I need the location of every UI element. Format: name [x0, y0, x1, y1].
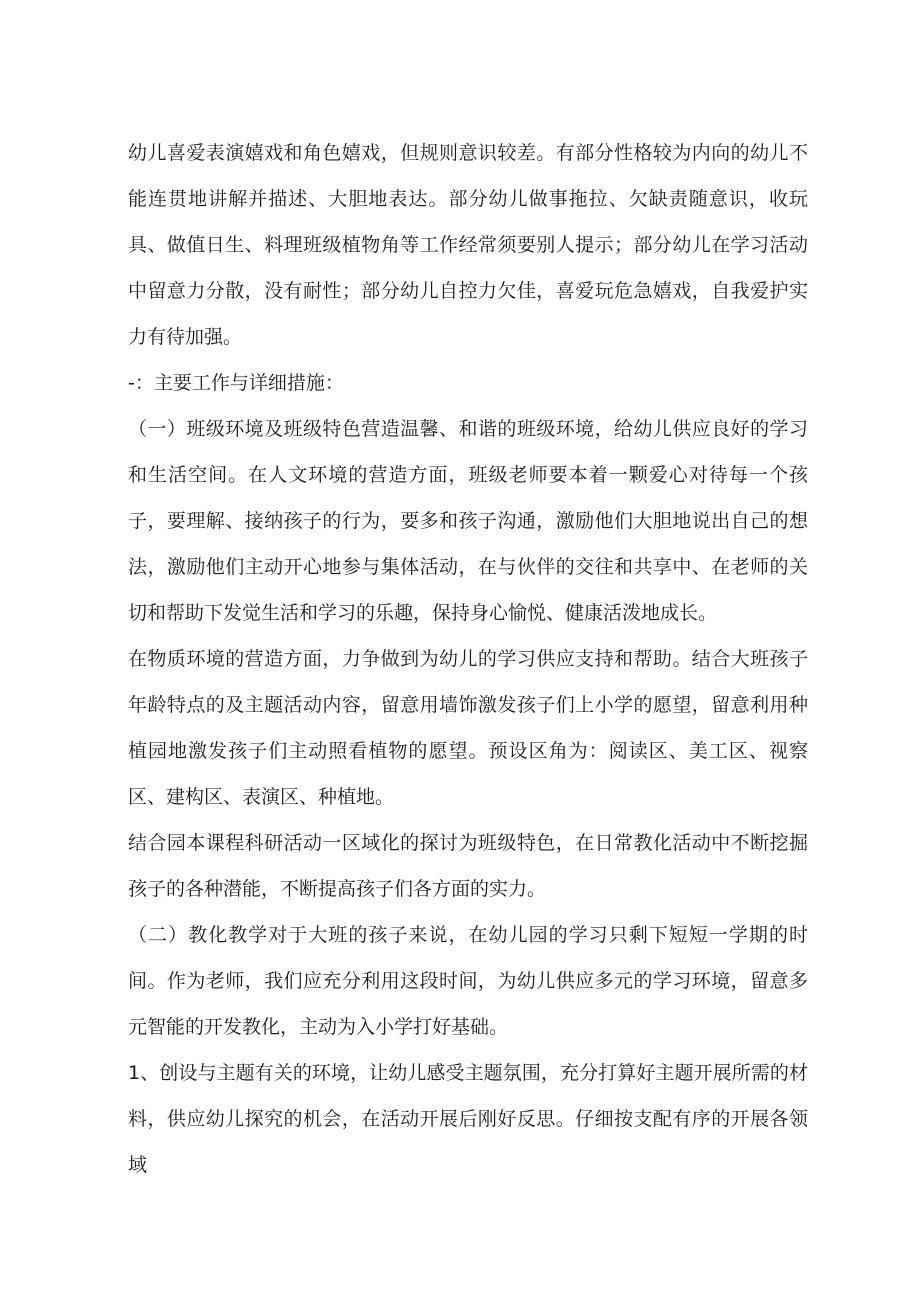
paragraph: 在物质环境的营造方面，力争做到为幼儿的学习供应支持和帮助。结合大班孩子年龄特点的及主题活动内容，留意用墙饰激发孩子们上小学的愿望，留意利用种植园地激发孩子们主动照看植物的愿望。预设区角为：阅读区、美工区、视察区、建构区、表演区、种植地。 [128, 648, 808, 808]
paragraph: （一）班级环境及班级特色营造温馨、和谐的班级环境，给幼儿供应良好的学习和生活空间。在人文环境的营造方面，班级老师要本着一颗爱心对待每一个孩子，要理解、接纳孩子的行为，要多和孩子沟通，激励他们大胆地说出自己的想法，激励他们主动开心地参与集体活动，在与伙伴的交往和共享中、在老师的关切和帮助下发觉生活和学习的乐趣，保持身心愉悦、健康活泼地成长。 [128, 418, 808, 624]
paragraph: 幼儿喜爱表演嬉戏和角色嬉戏，但规则意识较差。有部分性格较为内向的幼儿不能连贯地讲解并描述、大胆地表达。部分幼儿做事拖拉、欠缺责随意识，收玩具、做值日生、料理班级植物角等工作经常须要别人提示；部分幼儿在学习活动中留意力分散，没有耐性；部分幼儿自控力欠佳，喜爱玩危急嬉戏，自我爱护实力有待加强。 [128, 142, 808, 348]
section-heading: -：主要工作与详细措施： [128, 372, 344, 394]
paragraph: 结合园本课程科研活动一区域化的探讨为班级特色，在日常教化活动中不断挖掘孩子的各种潜能，不断提高孩子们各方面的实力。 [128, 832, 808, 900]
paragraph: （二）教化教学对于大班的孩子来说，在幼儿园的学习只剩下短短一学期的时间。作为老师，我们应充分利用这段时间，为幼儿供应多元的学习环境，留意多元智能的开发教化，主动为入小学打好基础。 [128, 924, 808, 1038]
paragraph: 1、创设与主题有关的环境，让幼儿感受主题氛围，充分打算好主题开展所需的材料，供应幼儿探究的机会，在活动开展后刚好反思。仔细按支配有序的开展各领域 [128, 1062, 808, 1176]
document-body [128, 130, 808, 1188]
